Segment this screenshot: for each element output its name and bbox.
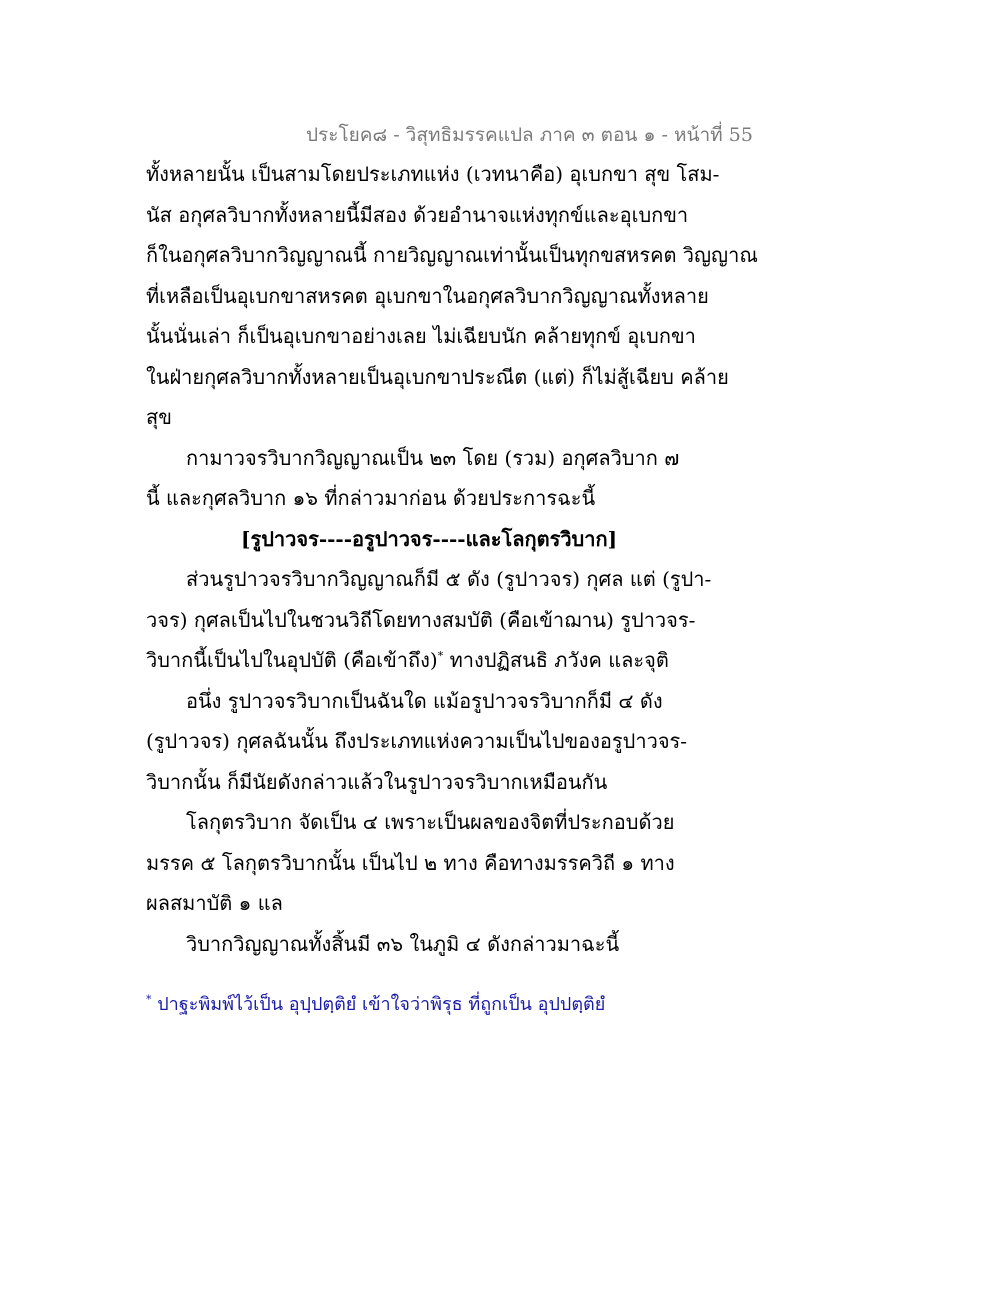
body-line: (รูปาวจร) กุศลฉันนั้น ถึงประเภทแห่งความเป็นไปของอรูปาวจร- xyxy=(146,729,688,753)
body-line: นั้นนั่นเล่า ก็เป็นอุเบกขาอย่างเลย ไม่เฉียบนัก คล้ายทุกข์ อุเบกขา xyxy=(146,324,696,348)
footnote-text: ปาฐะพิมพ์ไว้เป็น อุปฺปตฺติยํ เข้าใจว่าพิรุธ ที่ถูกเป็น อุปปตฺติยํ xyxy=(157,994,606,1015)
body-line: ในฝ่ายกุศลวิบากทั้งหลายเป็นอุเบกขาประณีต (แต่) ก็ไม่สู้เฉียบ คล้าย xyxy=(146,364,729,389)
body-line: ที่เหลือเป็นอุเบกขาสหรคต อุเบกขาในอกุศลวิบากวิญญาณทั้งหลาย xyxy=(146,283,709,308)
body-line: วจร) กุศลเป็นไปในชวนวิถีโดยทางสมบัติ (คือเข้าฌาน) รูปาวจร- xyxy=(146,607,696,632)
body-line: ทั้งหลายนั้น เป็นสามโดยประเภทแห่ง (เวทนาคือ) อุเบกขา สุข โสม- xyxy=(146,162,720,186)
footnote-reference-marker: * xyxy=(437,649,444,663)
body-line-part: วิบากนี้เป็นไปในอุปบัติ (คือเข้าถึง) xyxy=(146,648,438,672)
footnote xyxy=(146,990,605,1020)
paragraph-start-line: โลกุตรวิบาก จัดเป็น ๔ เพราะเป็นผลของจิตที่ประกอบด้วย xyxy=(186,810,675,834)
body-line: วิบากนั้น ก็มีนัยดังกล่าวแล้วในรูปาวจรวิบากเหมือนกัน xyxy=(146,769,608,794)
body-line-part: ทางปฏิสนธิ ภวังค และจุติ xyxy=(449,648,669,672)
section-heading: [รูปาวจร----อรูปาวจร----และโลกุตรวิบาก] xyxy=(241,526,618,551)
body-line: สุข xyxy=(146,405,172,429)
paragraph-start-line: วิบากวิญญาณทั้งสิ้นมี ๓๖ ในภูมิ ๔ ดังกล่าวมาฉะนี้ xyxy=(186,931,620,956)
running-header xyxy=(306,120,753,150)
body-line: มรรค ๕ โลกุตรวิบากนั้น เป็นไป ๒ ทาง คือทางมรรควิถี ๑ ทาง xyxy=(146,850,675,875)
body-line: นัส อกุศลวิบากทั้งหลายนี้มีสอง ด้วยอำนาจแห่งทุกข์และอุเบกขา xyxy=(146,202,689,227)
running-header-text: ประโยค๘ - วิสุทธิมรรคแปล ภาค ๓ ตอน ๑ - หน้าที่ 55 xyxy=(306,124,753,146)
body-line: ผลสมาบัติ ๑ แล xyxy=(146,891,283,915)
body-text xyxy=(146,154,758,964)
body-line: ก็ในอกุศลวิบากวิญญาณนี้ กายวิญญาณเท่านั้นเป็นทุกขสหรคต วิญญาณ xyxy=(146,243,758,267)
body-line-with-footnote-ref xyxy=(146,640,726,681)
footnote-marker: * xyxy=(146,993,152,1006)
paragraph-start-line: อนึ่ง รูปาวจรวิบากเป็นฉันใด แม้อรูปาวจรวิบากก็มี ๔ ดัง xyxy=(186,688,663,713)
paragraph-start-line: กามาวจรวิบากวิญญาณเป็น ๒๓ โดย (รวม) อกุศลวิบาก ๗ xyxy=(186,445,680,470)
body-line: นี้ และกุศลวิบาก ๑๖ ที่กล่าวมาก่อน ด้วยประการฉะนี้ xyxy=(146,486,596,510)
paragraph-start-line: ส่วนรูปาวจรวิบากวิญญาณก็มี ๕ ดัง (รูปาวจร) กุศล แต่ (รูปา- xyxy=(186,567,712,591)
